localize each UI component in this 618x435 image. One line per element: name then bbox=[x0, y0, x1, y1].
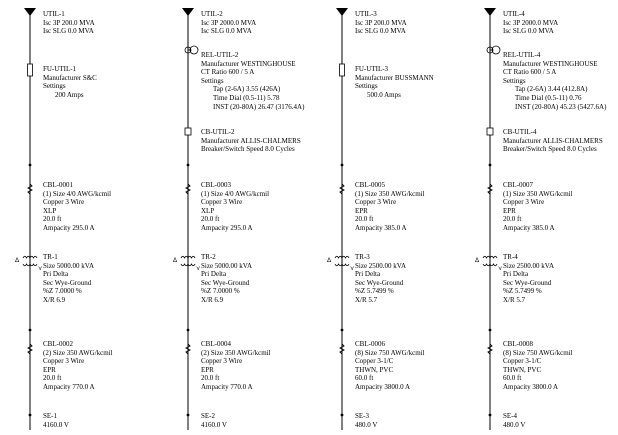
bus-label-line: 480.0 V bbox=[355, 420, 378, 429]
protective-label-setting: INST (20-80A) 45.23 (5427.6A) bbox=[515, 102, 607, 111]
cable-label-line: Copper 3-1/C bbox=[355, 357, 394, 366]
cable-label-line: 20.0 ft bbox=[201, 215, 220, 224]
cable-label-line: (8) Size 750 AWG/kcmil bbox=[355, 348, 425, 357]
cable-label-line: (1) Size 4/0 AWG/kcmil bbox=[43, 189, 112, 198]
protective-label-line: Settings bbox=[355, 82, 378, 91]
utility-label-line: Isc SLG 0.0 MVA bbox=[503, 27, 554, 36]
cable-label-line: 60.0 ft bbox=[355, 374, 374, 383]
cable-label-line: Copper 3 Wire bbox=[201, 357, 243, 366]
cable-label-line: Ampacity 295.0 A bbox=[43, 223, 95, 232]
cable-label-line: 20.0 ft bbox=[201, 374, 220, 383]
transformer-label-title: TR-1 bbox=[43, 253, 58, 261]
cable-label-line: (2) Size 350 AWG/kcmil bbox=[201, 348, 271, 357]
svg-text:⋎: ⋎ bbox=[196, 265, 201, 272]
cable-label-line: 20.0 ft bbox=[503, 215, 522, 224]
cable-label-line: Copper 3-1/C bbox=[503, 357, 542, 366]
transformer-label-line: Sec Wye-Ground bbox=[355, 278, 404, 287]
transformer-label-line: Sec Wye-Ground bbox=[503, 278, 552, 287]
cable-label-title: CBL-0008 bbox=[503, 340, 533, 348]
cable-label-line: (1) Size 4/0 AWG/kcmil bbox=[201, 189, 270, 198]
protective-label-setting: 500.0 Amps bbox=[367, 90, 401, 99]
protective-label-setting: 200 Amps bbox=[55, 90, 84, 99]
cable-label-line: EPR bbox=[355, 206, 368, 215]
utility-source-icon bbox=[484, 8, 496, 16]
svg-text:Δ: Δ bbox=[173, 257, 178, 264]
svg-text:⋎: ⋎ bbox=[498, 265, 503, 272]
svg-text:Δ: Δ bbox=[475, 257, 480, 264]
cable-label-line: Ampacity 385.0 A bbox=[355, 223, 407, 232]
protective-label-line: Manufacturer BUSSMANN bbox=[355, 73, 434, 82]
transformer-label-line: Pri Delta bbox=[503, 270, 529, 279]
cable-label-line: 60.0 ft bbox=[503, 374, 522, 383]
cable-label-line: XLP bbox=[43, 206, 57, 215]
cable-label-line: EPR bbox=[43, 365, 56, 374]
utility-label-line: Isc 3P 200.0 MVA bbox=[355, 18, 407, 27]
cable-label-title: CBL-0003 bbox=[201, 181, 231, 189]
transformer-label-title: TR-4 bbox=[503, 253, 518, 261]
protective-label-setting: Time Dial (0.5-11) 5.78 bbox=[213, 93, 280, 102]
utility-label-line: Isc 3P 2000.0 MVA bbox=[503, 18, 559, 27]
cable-label-line: Copper 3 Wire bbox=[43, 357, 85, 366]
protective-label-line: Manufacturer WESTINGHOUSE bbox=[201, 59, 296, 68]
cable-label-line: Ampacity 3800.0 A bbox=[503, 382, 559, 391]
bus-label-line: 4160.0 V bbox=[43, 420, 69, 429]
cable-label-line: THWN, PVC bbox=[355, 365, 394, 374]
transformer-label-line: %Z 5.7499 % bbox=[355, 287, 394, 296]
cable-label-title: CBL-0006 bbox=[355, 340, 385, 348]
breaker-label-line: Breaker/Switch Speed 8.0 Cycles bbox=[201, 145, 295, 154]
breaker-label-line: Manufacturer ALLIS-CHALMERS bbox=[503, 136, 603, 145]
utility-label bbox=[503, 10, 558, 36]
cable-label-line: THWN, PVC bbox=[503, 365, 542, 374]
utility-label-title: UTIL-4 bbox=[503, 10, 525, 18]
bus-label-title: SE-3 bbox=[355, 412, 369, 420]
protective-label-line: CT Ratio 600 / 5 A bbox=[201, 68, 255, 77]
breaker-label bbox=[503, 128, 603, 154]
transformer-label bbox=[503, 253, 554, 305]
cable-label-line: Ampacity 770.0 A bbox=[201, 382, 253, 391]
node-dot bbox=[489, 164, 492, 167]
cable-label-line: EPR bbox=[503, 206, 516, 215]
cable-label-title: CBL-0002 bbox=[43, 340, 73, 348]
transformer-label-line: X/R 5.7 bbox=[355, 295, 378, 304]
cable-label-line: XLP bbox=[201, 206, 215, 215]
cable-label bbox=[503, 181, 573, 233]
svg-text:⋎: ⋎ bbox=[38, 265, 43, 272]
cable-label-line: (8) Size 750 AWG/kcmil bbox=[503, 348, 573, 357]
transformer-label-line: Size 5000.00 kVA bbox=[201, 261, 253, 270]
protective-label-title: REL-UTIL-4 bbox=[503, 51, 541, 59]
protective-label-title: FU-UTIL-3 bbox=[355, 65, 389, 73]
bus-label-line: 4160.0 V bbox=[201, 420, 227, 429]
utility-label-line: Isc SLG 0.0 MVA bbox=[201, 27, 252, 36]
breaker-icon bbox=[487, 128, 493, 135]
protective-label-line: Manufacturer S&C bbox=[43, 73, 97, 82]
cable-label-title: CBL-0005 bbox=[355, 181, 385, 189]
cable-label-line: Ampacity 770.0 A bbox=[43, 382, 95, 391]
cable-label bbox=[503, 340, 573, 392]
utility-label-line: Isc SLG 0.0 MVA bbox=[355, 27, 406, 36]
cable-label-title: CBL-0007 bbox=[503, 181, 533, 189]
cable-label-line: Copper 3 Wire bbox=[355, 198, 397, 207]
cable-label-line: 20.0 ft bbox=[43, 374, 62, 383]
protective-label-title: REL-UTIL-2 bbox=[201, 51, 239, 59]
svg-text:Δ: Δ bbox=[15, 257, 20, 264]
cable-label-line: (2) Size 350 AWG/kcmil bbox=[43, 348, 113, 357]
breaker-label-title: CB-UTIL-4 bbox=[503, 128, 537, 136]
cable-label-line: Ampacity 385.0 A bbox=[503, 223, 555, 232]
transformer-label-line: Size 2500.00 kVA bbox=[355, 261, 407, 270]
protective-label-setting: Tap (2-6A) 3.55 (426A) bbox=[213, 85, 281, 94]
protective-label-setting: Time Dial (0.5-11) 0.76 bbox=[515, 93, 582, 102]
transformer-label-line: %Z 7.0000 % bbox=[43, 287, 82, 296]
bus-label-line: 480.0 V bbox=[503, 420, 526, 429]
node-dot bbox=[489, 329, 492, 332]
protective-label-setting: Tap (2-6A) 3.44 (412.8A) bbox=[515, 85, 588, 94]
utility-label-title: UTIL-2 bbox=[201, 10, 223, 18]
transformer-label-line: Sec Wye-Ground bbox=[43, 278, 92, 287]
protective-label-line: Settings bbox=[201, 76, 224, 85]
transformer-label-line: X/R 5.7 bbox=[503, 295, 526, 304]
transformer-label-line: Size 2500.00 kVA bbox=[503, 261, 555, 270]
cable-label-title: CBL-0001 bbox=[43, 181, 73, 189]
cable-label-line: Ampacity 3800.0 A bbox=[355, 382, 411, 391]
bus-label-title: SE-4 bbox=[503, 412, 517, 420]
breaker-label-title: CB-UTIL-2 bbox=[201, 128, 235, 136]
transformer-label-title: TR-2 bbox=[201, 253, 216, 261]
cable-label-line: Copper 3 Wire bbox=[43, 198, 85, 207]
cable-label-title: CBL-0004 bbox=[201, 340, 231, 348]
svg-text:⋎: ⋎ bbox=[350, 265, 355, 272]
cable-label-line: (1) Size 350 AWG/kcmil bbox=[503, 189, 573, 198]
protective-label-title: FU-UTIL-1 bbox=[43, 65, 77, 73]
transformer-label-line: Sec Wye-Ground bbox=[201, 278, 250, 287]
utility-label-line: Isc SLG 0.0 MVA bbox=[43, 27, 94, 36]
utility-label-title: UTIL-3 bbox=[355, 10, 377, 18]
cable-label-line: (1) Size 350 AWG/kcmil bbox=[355, 189, 425, 198]
cable-label-line: Copper 3 Wire bbox=[201, 198, 243, 207]
bus-label bbox=[503, 412, 525, 429]
utility-label-line: Isc 3P 2000.0 MVA bbox=[201, 18, 257, 27]
node-dot bbox=[489, 414, 492, 417]
cable-label-line: Copper 3 Wire bbox=[503, 198, 545, 207]
cable-label-line: Ampacity 295.0 A bbox=[201, 223, 253, 232]
svg-text:Δ: Δ bbox=[327, 257, 332, 264]
protective-label-line: CT Ratio 600 / 5 A bbox=[503, 68, 557, 77]
transformer-icon bbox=[475, 256, 503, 272]
protective-label bbox=[503, 51, 606, 111]
protective-label-setting: INST (20-80A) 26.47 (3176.4A) bbox=[213, 102, 305, 111]
cable-label-line: EPR bbox=[201, 365, 214, 374]
transformer-label-line: Pri Delta bbox=[355, 270, 381, 279]
protective-label-line: Settings bbox=[503, 76, 526, 85]
transformer-label-line: Size 5000.00 kVA bbox=[43, 261, 95, 270]
transformer-label-line: Pri Delta bbox=[43, 270, 69, 279]
transformer-label-title: TR-3 bbox=[355, 253, 370, 261]
utility-label-line: Isc 3P 200.0 MVA bbox=[43, 18, 95, 27]
protective-label-line: Manufacturer WESTINGHOUSE bbox=[503, 59, 598, 68]
breaker-label-line: Breaker/Switch Speed 8.0 Cycles bbox=[503, 145, 597, 154]
transformer-label-line: X/R 6.9 bbox=[201, 295, 224, 304]
protective-label-line: Settings bbox=[43, 82, 66, 91]
bus-label-title: SE-1 bbox=[43, 412, 57, 420]
transformer-label-line: %Z 7.0000 % bbox=[201, 287, 240, 296]
utility-label-title: UTIL-1 bbox=[43, 10, 65, 18]
transformer-label-line: X/R 6.9 bbox=[43, 295, 66, 304]
bus-label-title: SE-2 bbox=[201, 412, 215, 420]
breaker-label-line: Manufacturer ALLIS-CHALMERS bbox=[201, 136, 301, 145]
cable-label-line: 20.0 ft bbox=[43, 215, 62, 224]
transformer-label-line: %Z 5.7499 % bbox=[503, 287, 542, 296]
cable-label-line: 20.0 ft bbox=[355, 215, 374, 224]
transformer-label-line: Pri Delta bbox=[201, 270, 227, 279]
